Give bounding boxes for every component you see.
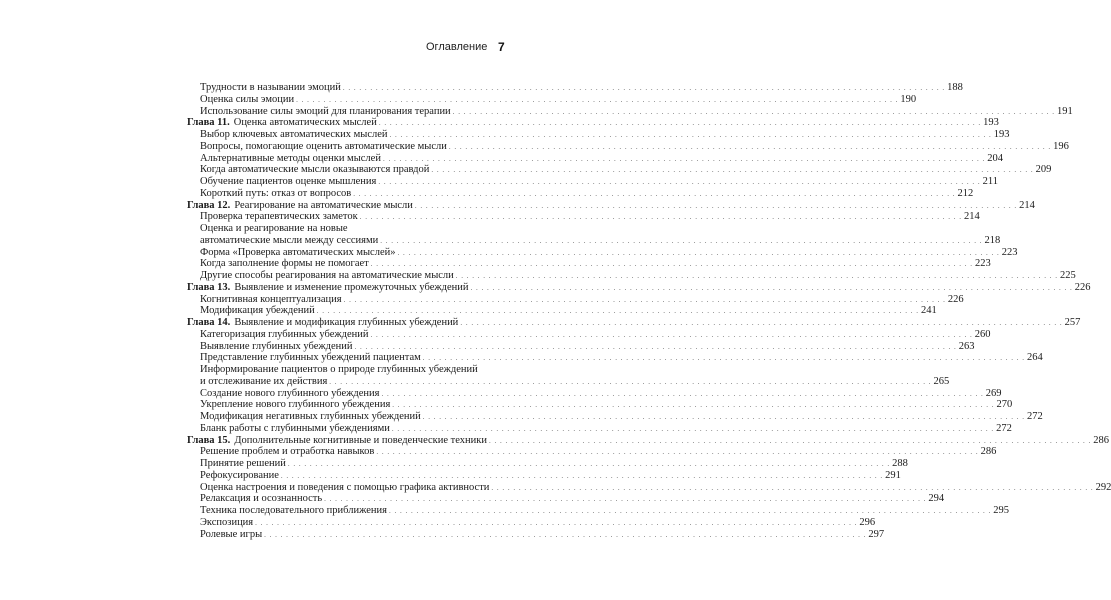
toc-section-entry <box>187 305 937 317</box>
toc-chapter-entry <box>187 199 1035 212</box>
toc-entry-label <box>200 270 454 282</box>
toc-section-entry <box>187 328 991 341</box>
toc-section-entry <box>187 270 1076 282</box>
page-number: 7 <box>498 40 505 54</box>
toc-section-entry <box>187 152 1003 165</box>
toc-entry-text: Дополнительные когнитивные и поведенческие техники <box>234 434 487 446</box>
toc-page-number: 191 <box>1056 105 1073 117</box>
toc-entry-label <box>200 176 376 188</box>
toc-section-entry <box>187 176 998 188</box>
toc-page-number: 223 <box>975 258 991 270</box>
toc-entry-text: Оценка настроения и поведения с помощью графика активности <box>200 481 490 493</box>
toc-entry-text: Трудности в назывании эмоций <box>200 82 341 93</box>
toc-section-entry <box>187 352 1043 364</box>
toc-entry-label <box>200 188 351 200</box>
toc-entry-text: Когнитивная концептуализация <box>200 293 342 305</box>
toc-entry-text: Вопросы, помогающие оценить автоматические мысли <box>200 140 447 152</box>
toc-entry-label <box>200 211 358 223</box>
toc-entry-label <box>200 329 369 341</box>
toc-chapter-entry <box>187 317 1081 329</box>
toc-chapter-entry <box>187 434 1109 447</box>
toc-entry-label <box>200 517 253 529</box>
toc-page-number: 193 <box>983 117 999 129</box>
table-of-contents <box>187 82 1111 540</box>
toc-leader-dots <box>264 529 866 542</box>
toc-entry-text: Проверка терапевтических заметок <box>200 211 358 223</box>
toc-chapter-number: Глава 14. <box>187 317 231 328</box>
toc-entry-label <box>200 505 387 517</box>
toc-entry-text: Экспозиция <box>200 516 254 528</box>
toc-entry-label <box>200 223 348 235</box>
toc-page-number: 226 <box>947 293 964 305</box>
toc-page-number: 218 <box>984 234 1001 246</box>
toc-page-number: 297 <box>868 528 885 540</box>
toc-page-number: 225 <box>1060 270 1076 281</box>
toc-page-number: 288 <box>892 458 908 469</box>
header-title: Оглавление <box>426 41 488 53</box>
toc-section-entry <box>187 164 1052 176</box>
toc-entry-label <box>200 482 489 494</box>
toc-section-entry <box>187 411 1043 423</box>
toc-section-entry <box>187 187 974 200</box>
toc-entry-text: Короткий путь: отказ от вопросов <box>200 187 352 199</box>
toc-page-number: 296 <box>859 516 876 528</box>
toc-section-entry <box>187 211 980 223</box>
toc-entry-text: Другие способы реагирования на автоматические мысли <box>200 270 454 281</box>
toc-entry-text: Техника последовательного приближения <box>200 505 387 516</box>
toc-entry-text: Когда автоматические мысли оказываются правдой <box>200 164 430 176</box>
toc-entry-text: Представление глубинных убеждений пациентам <box>200 352 421 364</box>
toc-page-number: 292 <box>1095 481 1111 493</box>
toc-page-number: 211 <box>982 176 998 187</box>
toc-page-number: 241 <box>921 305 937 317</box>
toc-entry-text: и отслеживание их действия <box>200 375 328 387</box>
toc-page-number: 270 <box>996 399 1013 411</box>
toc-page-number: 294 <box>928 493 945 505</box>
toc-chapter-entry <box>187 117 999 129</box>
toc-entry-text: Информирование пациентов о природе глубинных убеждений <box>200 364 478 375</box>
toc-section-entry <box>187 481 1111 494</box>
toc-entry-text: Когда заполнение формы не помогает <box>200 258 369 270</box>
toc-entry-label <box>200 423 390 435</box>
toc-page-number: 263 <box>958 340 975 352</box>
toc-entry-label <box>200 129 388 141</box>
toc-chapter-entry <box>187 281 1091 294</box>
toc-section-entry <box>187 387 1002 400</box>
toc-section-entry <box>187 246 1018 259</box>
toc-entry-label <box>187 200 413 212</box>
toc-page-number: 291 <box>885 469 901 481</box>
toc-chapter-number: Глава 15. <box>187 434 231 446</box>
toc-entry-label <box>200 493 322 505</box>
toc-section-entry <box>187 422 1012 435</box>
toc-entry-text: Выявление глубинных убеждений <box>200 340 353 352</box>
toc-page-number: 212 <box>957 187 974 199</box>
toc-entry-label <box>200 458 286 470</box>
toc-page-number: 190 <box>900 93 917 105</box>
toc-section-entry <box>187 446 997 458</box>
toc-chapter-number: Глава 12. <box>187 199 231 211</box>
toc-section-entry <box>187 293 964 306</box>
toc-page-number: 264 <box>1027 352 1043 364</box>
toc-entry-text: Использование силы эмоций для планирования терапии <box>200 105 451 117</box>
toc-entry-text: Категоризация глубинных убеждений <box>200 328 369 340</box>
toc-entry-label <box>200 258 369 270</box>
toc-section-entry <box>187 375 950 388</box>
toc-section-entry <box>187 399 1013 411</box>
toc-section-entry <box>187 493 945 505</box>
toc-page-number: 295 <box>993 505 1009 516</box>
toc-page-number: 226 <box>1074 281 1091 293</box>
toc-page-number: 196 <box>1053 140 1069 152</box>
toc-section-entry <box>187 82 963 94</box>
toc-entry-label <box>200 141 447 153</box>
toc-entry-label <box>200 164 429 176</box>
toc-entry-label <box>200 106 451 118</box>
toc-entry-text: Решение проблем и отработка навыков <box>200 446 375 458</box>
toc-section-entry <box>187 140 1069 153</box>
toc-page-number: 272 <box>996 422 1012 434</box>
toc-entry-label <box>200 94 294 106</box>
toc-entry-text: Выявление и изменение промежуточных убеждений <box>234 281 469 293</box>
toc-entry-label <box>200 364 478 376</box>
toc-page-number: 257 <box>1064 317 1081 328</box>
toc-page-number: 286 <box>980 446 997 458</box>
toc-entry-text: Рефокусирование <box>200 469 279 481</box>
toc-entry-text: Обучение пациентов оценке мышления <box>200 176 377 187</box>
toc-page-number: 209 <box>1035 164 1052 176</box>
toc-page-number: 265 <box>933 375 950 387</box>
toc-section-entry <box>187 469 901 482</box>
toc-page-number: 286 <box>1093 434 1109 446</box>
toc-entry-label <box>200 446 374 458</box>
toc-entry-label <box>200 399 390 411</box>
toc-page-number: 272 <box>1027 411 1043 422</box>
toc-section-entry <box>187 364 510 376</box>
toc-section-entry <box>187 223 510 235</box>
toc-entry-label <box>200 388 379 400</box>
toc-page-number: 269 <box>985 387 1002 399</box>
toc-section-entry <box>187 105 1073 118</box>
toc-entry-text: Укрепление нового глубинного убеждения <box>200 399 391 411</box>
toc-entry-label <box>200 470 279 482</box>
toc-section-entry <box>187 528 885 541</box>
toc-entry-label <box>187 435 487 447</box>
toc-chapter-number: Глава 11. <box>187 117 230 129</box>
toc-entry-label <box>200 411 421 423</box>
toc-entry-label <box>200 376 327 388</box>
toc-entry-text: Выбор ключевых автоматических мыслей <box>200 129 388 140</box>
toc-entry-text: Принятие решений <box>200 458 286 469</box>
toc-entry-text: Модификация убеждений <box>200 305 315 317</box>
toc-entry-label <box>187 317 458 329</box>
toc-entry-text: Бланк работы с глубинными убеждениями <box>200 422 390 434</box>
toc-page-number: 188 <box>947 82 963 93</box>
toc-entry-label <box>200 352 421 364</box>
toc-section-entry <box>187 129 1010 141</box>
toc-section-entry <box>187 93 917 106</box>
toc-page-number: 260 <box>974 328 991 340</box>
toc-entry-text: Ролевые игры <box>200 528 263 540</box>
toc-page-number: 223 <box>1001 246 1018 258</box>
toc-entry-label <box>187 282 469 294</box>
toc-section-entry <box>187 458 908 470</box>
toc-entry-text: Релаксация и осознанность <box>200 493 323 505</box>
toc-entry-text: Оценка силы эмоции <box>200 93 295 105</box>
toc-page-number: 214 <box>1019 199 1035 211</box>
toc-entry-text: Оценка автоматических мыслей <box>233 117 377 129</box>
toc-page-number: 214 <box>963 211 980 223</box>
toc-section-entry <box>187 234 1001 247</box>
toc-entry-label <box>200 341 352 353</box>
toc-section-entry <box>187 516 876 529</box>
toc-entry-text: Выявление и модификация глубинных убеждений <box>234 317 459 328</box>
toc-entry-label <box>200 235 378 247</box>
toc-entry-label <box>200 82 341 94</box>
toc-entry-text: автоматические мысли между сессиями <box>200 234 379 246</box>
toc-page-number: 204 <box>987 152 1003 164</box>
toc-chapter-number: Глава 13. <box>187 281 231 293</box>
toc-entry-label <box>200 305 315 317</box>
toc-entry-text: Оценка и реагирование на новые <box>200 223 348 234</box>
toc-leader-dots <box>423 352 1025 365</box>
toc-section-entry <box>187 505 1009 517</box>
running-header <box>0 41 700 57</box>
toc-entry-text: Форма «Проверка автоматических мыслей» <box>200 246 396 258</box>
toc-entry-text: Альтернативные методы оценки мыслей <box>200 152 381 164</box>
toc-section-entry <box>187 340 975 353</box>
toc-entry-text: Создание нового глубинного убеждения <box>200 387 380 399</box>
toc-section-entry <box>187 258 991 270</box>
toc-entry-text: Модификация негативных глубинных убеждений <box>200 411 421 422</box>
toc-entry-label <box>200 153 381 165</box>
toc-entry-text: Реагирование на автоматические мысли <box>234 199 413 211</box>
toc-entry-label <box>200 247 395 259</box>
toc-entry-label <box>200 529 262 541</box>
toc-page-number: 193 <box>993 129 1010 140</box>
toc-entry-label <box>187 117 377 129</box>
toc-entry-label <box>200 294 342 306</box>
